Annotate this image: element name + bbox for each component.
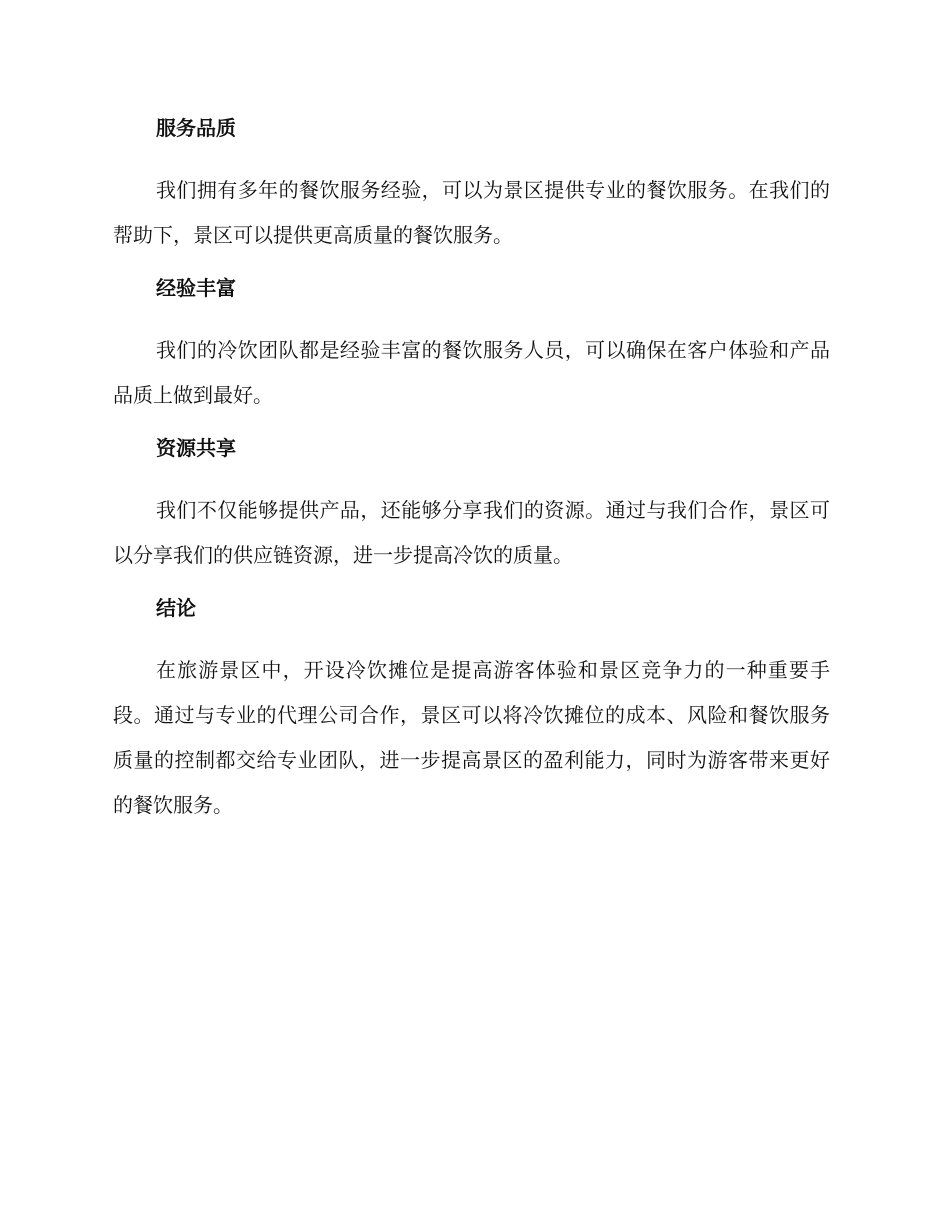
section-paragraph: 我们不仅能够提供产品，还能够分享我们的资源。通过与我们合作，景区可以分享我们的供应链资源，进一步提高冷饮的质量。 [113, 498, 830, 567]
section-heading: 资源共享 [156, 436, 236, 460]
section-service-quality [113, 112, 830, 258]
section-paragraph: 我们的冷饮团队都是经验丰富的餐饮服务人员，可以确保在客户体验和产品品质上做到最好。 [113, 338, 830, 407]
section-heading: 服务品质 [156, 116, 236, 140]
section-conclusion [113, 592, 830, 828]
section-experience [113, 272, 830, 418]
section-resource-sharing [113, 432, 830, 578]
section-heading: 经验丰富 [156, 276, 236, 300]
section-paragraph: 我们拥有多年的餐饮服务经验，可以为景区提供专业的餐饮服务。在我们的帮助下，景区可以提供更高质量的餐饮服务。 [113, 178, 830, 247]
section-paragraph: 在旅游景区中，开设冷饮摊位是提高游客体验和景区竞争力的一种重要手段。通过与专业的代理公司合作，景区可以将冷饮摊位的成本、风险和餐饮服务质量的控制都交给专业团队，进一步提高景区的盈利能力，同时为游客带来更好的餐饮服务。 [113, 658, 830, 817]
section-heading: 结论 [156, 596, 196, 620]
